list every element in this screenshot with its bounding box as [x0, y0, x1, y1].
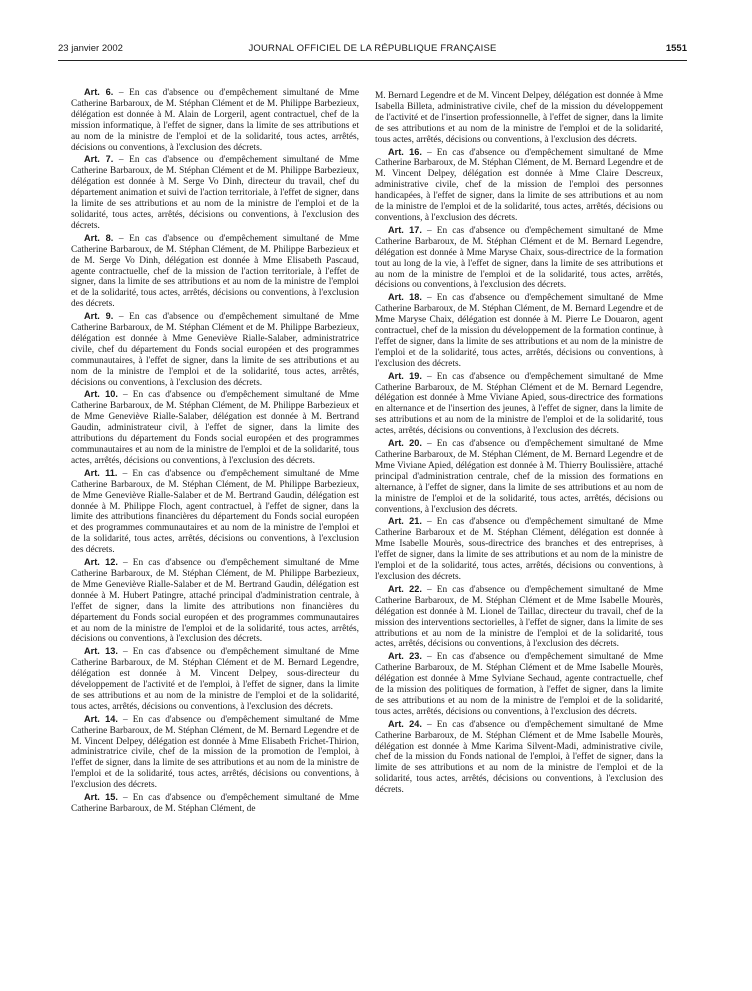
article-paragraph [375, 147, 663, 224]
page-header [58, 43, 687, 57]
article-title: Art. 17. [388, 224, 422, 235]
article-text: – En cas d'absence ou d'empêchement simultané de Mme Catherine Barbaroux, de M. Stéphan Clément, de M. Bernard Legendre et de M. Vincent Delpey, délégation est donnée à Mme Elisabeth Frichet-Thirion, administratrice civile, chef de la mission de la promotion de l'emploi, à l'effet de signer, dans la limite de ses attributions et au nom de la ministre de l'emploi et de la solidarité, tous actes, arrêtés, décisions ou conventions, à l'exclusion des décrets. [71, 714, 359, 791]
article-paragraph [375, 292, 663, 369]
article-paragraph [375, 584, 663, 650]
article-text: M. Bernard Legendre et de M. Vincent Delpey, délégation est donnée à Mme Isabella Billeta, administrative civile, chef de la mission du développement de l'activité et de l'insertion professionnelle, à l'effet de signer, dans la limite de ses attributions et au nom de la ministre de l'emploi et de la solidarité, tous actes, arrêtés, décisions ou conventions, à l'exclusion des décrets. [375, 91, 663, 145]
article-title: Art. 11. [84, 467, 118, 478]
article-title: Art. 14. [84, 713, 118, 724]
article-title: Art. 21. [388, 516, 422, 527]
article-title: Art. 6. [84, 87, 114, 97]
article-text: – En cas d'absence ou d'empêchement simultané de Mme Catherine Barbaroux, de M. Stéphan Clément et de M. Philippe Barbezieux, délégation est donnée à Mme Geneviève Rialle-Salaber, administratrice civile, chef du département du Fonds social européen et des programmes communautaires, à l'effet de signer, dans la limite de ses attributions et au nom de la ministre de l'emploi et de la solidarité, tous actes, arrêtés, décisions ou conventions, à l'exclusion des décrets. [71, 312, 359, 388]
article-title: Art. 16. [388, 146, 422, 157]
article-text: – En cas d'absence ou d'empêchement simultané de Mme Catherine Barbaroux, de M. Stéphan Clément et de Mme Isabelle Mourès, délégation est donnée à Mme Karima Silvent-Madi, administrative civile, chef de la mission du Fonds national de l'emploi, à l'effet de signer, dans la limite de ses attributions et au nom de la ministre de l'emploi et de la solidarité, tous actes, arrêtés, décisions ou conventions, à l'exclusion des décrets. [375, 719, 663, 796]
article-paragraph [71, 557, 359, 645]
article-text: – En cas d'absence ou d'empêchement simultané de Mme Catherine Barbaroux, de M. Stéphan Clément, de [71, 793, 359, 814]
article-text: – En cas d'absence ou d'empêchement simultané de Mme Catherine Barbaroux, de M. Stéphan Clément, de M. Philippe Barbezieux et de Mme Geneviève Rialle-Salaber, délégation est donnée à M. Bertrand Gaudin, administrateur civil, à l'effet de signer, dans la limite des attributions du département du Fonds social européen et des programmes communautaires et au nom de la ministre de l'emploi et de la solidarité, tous actes, arrêtés, décisions ou conventions, à l'exclusion des décrets. [71, 390, 359, 466]
article-paragraph [71, 233, 359, 310]
article-text: – En cas d'absence ou d'empêchement simultané de Mme Catherine Barbaroux, de M. Stéphan Clément, de M. Philippe Barbezieux, de Mme Geneviève Rialle-Salaber et de M. Bertrand Gaudin, délégation est donnée à M. Philippe Floch, agent contractuel, à l'effet de signer, dans la limite des attributions financières du département du Fonds social européen et des programmes communautaires et au nom de la ministre de l'emploi et de la solidarité, tous actes, arrêtés, décisions ou conventions, à l'exclusion des décrets. [71, 468, 359, 556]
article-title: Art. 8. [84, 232, 114, 243]
article-paragraph-continued [375, 91, 663, 146]
header-page-number: 1551 [665, 43, 687, 54]
right-column [375, 91, 663, 991]
left-column [71, 87, 359, 987]
article-paragraph [71, 792, 359, 815]
article-paragraph [375, 719, 663, 796]
article-title: Art. 24. [388, 718, 422, 729]
article-paragraph [71, 311, 359, 388]
article-paragraph [375, 651, 663, 717]
article-title: Art. 20. [388, 438, 422, 449]
article-paragraph [375, 516, 663, 582]
article-title: Art. 19. [388, 370, 422, 381]
article-paragraph [71, 646, 359, 712]
article-text: – En cas d'absence ou d'empêchement simultané de Mme Catherine Barbaroux, de M. Stéphan Clément et de Mme Isabelle Mourès, délégation est donnée à M. Lionel de Taillac, directeur du travail, chef de la mission des interventions sectorielles, à l'effet de signer, dans la limite de ses attributions et au nom de la ministre de l'emploi et de la solidarité, tous actes, arrêtés, décisions ou conventions, à l'exclusion des décrets. [375, 584, 663, 650]
article-text: – En cas d'absence ou d'empêchement simultané de Mme Catherine Barbaroux, de M. Stéphan Clément et de M. Philippe Barbezieux, délégation est donnée à M. Serge Vo Dinh, directeur du travail, chef du département animation et suivi de l'action territoriale, à l'effet de signer, dans la limite de ses attributions et au nom de la ministre de l'emploi et de la solidarité, tous actes, arrêtés, décisions ou conventions, à l'exclusion des décrets. [71, 155, 359, 231]
header-rule [58, 60, 687, 61]
article-title: Art. 13. [84, 646, 118, 657]
article-title: Art. 12. [84, 557, 118, 568]
article-text: – En cas d'absence ou d'empêchement simultané de Mme Catherine Barbaroux, de M. Stéphan Clément, de M. Bernard Legendre et de Mme Viviane Apied, délégation est donnée à M. Thierry Boulissière, attaché principal d'administration centrale, chef de la mission des formations en alternance, à l'effet de signer, dans la limite de ses attributions et au nom de la ministre de l'emploi et de la solidarité, tous actes, arrêtés, décisions ou conventions, à l'exclusion des décrets. [375, 439, 663, 515]
article-title: Art. 10. [84, 389, 118, 400]
article-paragraph [375, 371, 663, 437]
article-title: Art. 7. [84, 154, 114, 165]
article-text: – En cas d'absence ou d'empêchement simultané de Mme Catherine Barbaroux, de M. Stéphan Clément, de M. Bernard Legendre et de M. Vincent Delpey, délégation est donnée à Mme Claire Descreux, administrative civile, chef de la mission de l'emploi des personnes handicapées, à l'effet de signer, dans la limite de ses attributions et au nom de la ministre de l'emploi et de la solidarité, tous actes, arrêtés, décisions ou conventions, à l'exclusion des décrets. [375, 147, 663, 223]
article-paragraph [71, 468, 359, 556]
article-text: – En cas d'absence ou d'empêchement simultané de Mme Catherine Barbaroux et de M. Stéphan Clément, délégation est donnée à Mme Isabelle Mourès, sous-directrice des branches et des entreprises, à l'effet de signer, dans la limite de ses attributions et au nom de la ministre de l'emploi et de la solidarité, tous actes, arrêtés, décisions ou conventions, à l'exclusion des décrets. [375, 517, 663, 582]
article-paragraph [71, 389, 359, 466]
article-title: Art. 15. [84, 792, 118, 803]
header-journal-title: JOURNAL OFFICIEL DE LA RÉPUBLIQUE FRANÇAISE [248, 43, 497, 54]
article-title: Art. 9. [84, 311, 114, 322]
article-text: – En cas d'absence ou d'empêchement simultané de Mme Catherine Barbaroux, de M. Stéphan Clément, de M. Bernard Legendre et de Mme Maryse Chaix, délégation est donnée à M. Pierre Le Douaron, agent contractuel, chef de la mission du développement de la formation continue, à l'effet de signer, dans la limite de ses attributions et au nom de la ministre de l'emploi et de la solidarité, tous actes, arrêtés, décisions ou conventions, à l'exclusion des décrets. [375, 293, 663, 369]
article-title: Art. 22. [388, 583, 422, 594]
article-paragraph [71, 87, 359, 153]
article-text: – En cas d'absence ou d'empêchement simultané de Mme Catherine Barbaroux, de M. Stéphan Clément et de M. Bernard Legendre, délégation est donnée à M. Vincent Delpey, sous-directeur du développement de l'activité et de l'emploi, à l'effet de signer, dans la limite de ses attributions et au nom de la ministre de l'emploi et de la solidarité, tous actes, arrêtés, décisions ou conventions, à l'exclusion des décrets. [71, 647, 359, 712]
article-text: – En cas d'absence ou d'empêchement simultané de Mme Catherine Barbaroux, de M. Stéphan Clément et de Mme Isabelle Mourès, délégation est donnée à Mme Sylviane Sechaud, agente contractuelle, chef de la mission des politiques de formation, à l'effet de signer, dans la limite de ses attributions et au nom de la ministre de l'emploi et de la solidarité, tous actes, arrêtés, décisions ou conventions, à l'exclusion des décrets. [375, 652, 663, 717]
article-text: – En cas d'absence ou d'empêchement simultané de Mme Catherine Barbaroux, de M. Stéphan Clément et de M. Bernard Legendre, délégation est donnée à Mme Maryse Chaix, sous-directrice de la formation tout au long de la vie, à l'effet de signer, dans la limite de ses attributions et au nom de la ministre de l'emploi et de la solidarité, tous actes, arrêtés, décisions ou conventions, à l'exclusion des décrets. [375, 225, 663, 291]
article-title: Art. 23. [388, 651, 422, 662]
article-paragraph [71, 154, 359, 231]
article-paragraph [375, 225, 663, 291]
article-text: – En cas d'absence ou d'empêchement simultané de Mme Catherine Barbaroux, de M. Stéphan Clément et de M. Philippe Barbezieux, délégation est donnée à M. Alain de Lorgeril, agent contractuel, chef de la mission informatique, à l'effet de signer, dans la limite de ses attributions et au nom de la ministre de l'emploi et de la solidarité, tous actes, arrêtés, décisions ou conventions, à l'exclusion des décrets. [71, 88, 359, 153]
article-text: – En cas d'absence ou d'empêchement simultané de Mme Catherine Barbaroux, de M. Stéphan Clément, de M. Philippe Barbezieux et de M. Serge Vo Dinh, délégation est donnée à Mme Elisabeth Pascaud, agente contractuelle, chef de la mission de l'action territoriale, à l'effet de signer, dans la limite de ses attributions et au nom de la ministre de l'emploi et de la solidarité, tous actes, arrêtés, décisions ou conventions, à l'exclusion des décrets. [71, 233, 359, 310]
article-paragraph [375, 438, 663, 515]
article-paragraph [71, 714, 359, 791]
header-date: 23 janvier 2002 [58, 43, 123, 54]
article-text: – En cas d'absence ou d'empêchement simultané de Mme Catherine Barbaroux, de M. Stéphan Clément, de M. Philippe Barbezieux, de Mme Geneviève Rialle-Salaber et de M. Bertrand Gaudin, délégation est donnée à M. Hubert Patingre, attaché principal d'administration centrale, à l'effet de signer, dans la limite des attributions non financières du département du Fonds social européen et des programmes communautaires et au nom de la ministre de l'emploi et de la solidarité, tous actes, arrêtés, décisions ou conventions, à l'exclusion des décrets. [71, 558, 359, 645]
article-text: – En cas d'absence ou d'empêchement simultané de Mme Catherine Barbaroux, de M. Stéphan Clément et de M. Bernard Legendre, délégation est donnée à Mme Viviane Apied, sous-directrice des formations en alternance et de l'insertion des jeunes, à l'effet de signer, dans la limite de ses attributions et au nom de la ministre de l'emploi et de la solidarité, tous actes, arrêtés, décisions ou conventions, à l'exclusion des décrets. [375, 371, 663, 437]
article-title: Art. 18. [388, 292, 422, 303]
